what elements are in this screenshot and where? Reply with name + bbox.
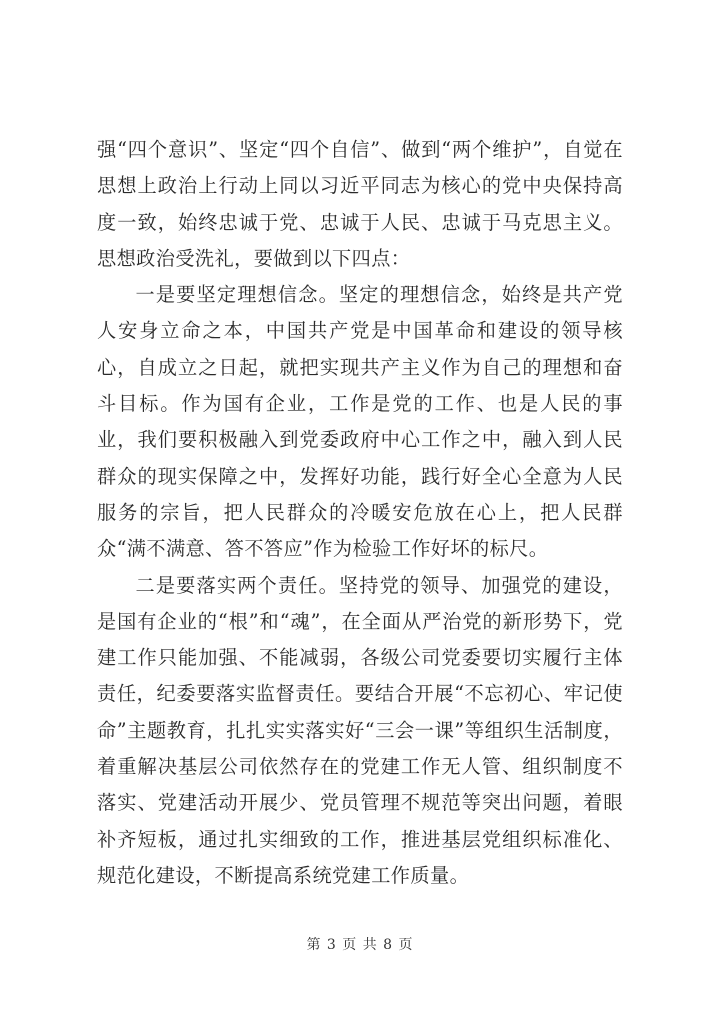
paragraph-intro: 强“四个意识”、坚定“四个自信”、做到“两个维护”，自觉在思想上政治上行动上同以习近平同志为核心的党中央保持高度一致，始终忠诚于党、忠诚于人民、忠诚于马克思主义。思想政治受洗礼，要做到以下四点： xyxy=(97,138,623,270)
paragraph-point-one: 一是要坚定理想信念。坚定的理想信念，始终是共产党人安身立命之本，中国共产党是中国革命和建设的领导核心，自成立之日起，就把实现共产主义作为自己的理想和奋斗目标。作为国有企业，工作是党的工作、也是人民的事业，我们要积极融入到党委政府中心工作之中，融入到人民群众的现实保障之中，发挥好功能，践行好全心全意为人民服务的宗旨，把人民群众的冷暖安危放在心上，把人民群众“满不满意、答不答应”作为检验工作好坏的标尺。 xyxy=(97,283,623,561)
paragraph-point-two: 二是要落实两个责任。坚持党的领导、加强党的建设，是国有企业的“根”和“魂”，在全面从严治党的新形势下，党建工作只能加强、不能减弱，各级公司党委要切实履行主体责任，纪委要落实监督责任。要结合开展“不忘初心、牢记使命”主题教育，扎扎实实落实好“三会一课”等组织生活制度，着重解决基层公司依然存在的党建工作无人管、组织制度不落实、党建活动开展少、党员管理不规范等突出问题，着眼补齐短板，通过扎实细致的工作，推进基层党组织标准化、规范化建设，不断提高系统党建工作质量。 xyxy=(97,573,623,887)
document-body xyxy=(97,132,623,894)
page-number-footer: 第 3 页 共 8 页 xyxy=(306,937,414,953)
